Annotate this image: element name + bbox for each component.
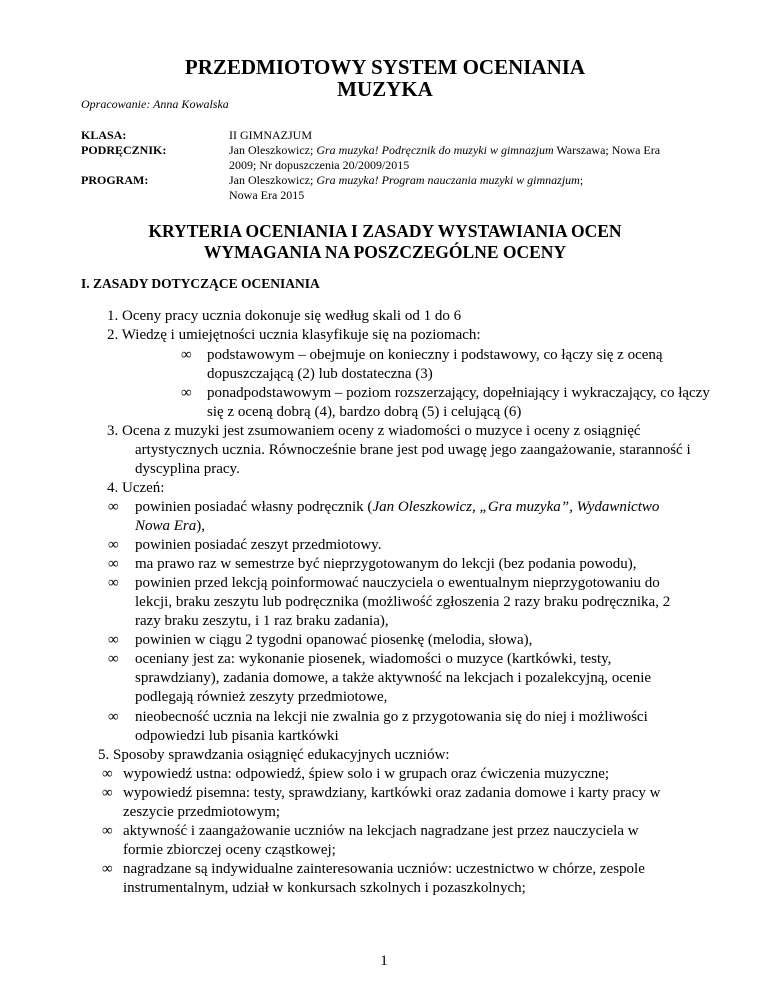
student-item-3: ma prawo raz w semestrze być nieprzygotowanym do lekcji (bez podania powodu), xyxy=(135,556,637,572)
list-item-3-line3: dyscyplina pracy. xyxy=(135,461,240,477)
list-item-3-line1: 3. Ocena z muzyki jest zsumowaniem oceny z wiadomości o muzyce i oceny z osiągnięć xyxy=(107,423,641,439)
podrecznik-label: PODRĘCZNIK: xyxy=(81,143,167,157)
infinity-bullet-icon: ∞ xyxy=(102,766,113,782)
student-item-5: powinien w ciągu 2 tygodni opanować piosenkę (melodia, słowa), xyxy=(135,632,533,648)
textbook-citation: Jan Oleszkowicz, „Gra muzyka”, Wydawnictwo xyxy=(372,499,660,515)
program-author: Jan Oleszkowicz; xyxy=(229,173,317,187)
student-item-6-line3: podlegają również zeszyty przedmiotowe, xyxy=(135,689,388,705)
infinity-bullet-icon: ∞ xyxy=(108,537,119,553)
document-title-line2: MUZYKA xyxy=(337,77,433,101)
infinity-bullet-icon: ∞ xyxy=(102,823,113,839)
assessment-item-3-line1: aktywność i zaangażowanie uczniów na lekcjach nagradzane jest przez nauczyciela w xyxy=(123,823,639,839)
student-item-1-close: ), xyxy=(196,518,206,534)
student-item-2: powinien posiadać zeszyt przedmiotowy. xyxy=(135,537,382,553)
section-heading: I. ZASADY DOTYCZĄCE OCENIANIA xyxy=(81,276,320,291)
program-label: PROGRAM: xyxy=(81,173,149,187)
document-title-line1: PRZEDMIOTOWY SYSTEM OCENIANIA xyxy=(184,55,586,79)
criteria-heading-line2: WYMAGANIA NA POSZCZEGÓLNE OCENY xyxy=(203,242,567,262)
student-item-6-line2: sprawdziany), zadania domowe, a także aktywność na lekcjach i pozalekcyjną, ocenie xyxy=(135,670,652,686)
assessment-item-2-line2: zeszycie przedmiotowym; xyxy=(123,804,281,820)
student-item-1-line1 xyxy=(135,498,659,517)
infinity-bullet-icon: ∞ xyxy=(108,575,119,591)
program-value-line1 xyxy=(229,173,699,188)
program-value-line2: Nowa Era 2015 xyxy=(229,188,305,202)
assessment-item-4-line2: instrumentalnym, udział w konkursach szkolnych i pozaszkolnych; xyxy=(123,880,526,896)
infinity-bullet-icon: ∞ xyxy=(108,632,119,648)
assessment-item-3-line2: formie zbiorczej oceny cząstkowej; xyxy=(123,842,336,858)
criteria-heading-line1: KRYTERIA OCENIANIA I ZASADY WYSTAWIANIA OCEN xyxy=(148,221,622,241)
list-item-1: 1. Oceny pracy ucznia dokonuje się według skali od 1 do 6 xyxy=(107,308,462,324)
assessment-item-2-line1: wypowiedź pisemna: testy, sprawdziany, kartkówki oraz zadania domowe i karty pracy w xyxy=(123,785,661,801)
sublist-item-2-line1: ponadpodstawowym – poziom rozszerzający, dopełniający i wykraczający, co łączy xyxy=(207,385,710,401)
publisher-citation: Nowa Era xyxy=(135,518,197,534)
podrecznik-value-line2: 2009; Nr dopuszczenia 20/2009/2015 xyxy=(229,158,410,172)
page-number: 1 xyxy=(380,953,388,969)
infinity-bullet-icon: ∞ xyxy=(108,556,119,572)
list-item-4: 4. Uczeń: xyxy=(107,480,165,496)
student-item-4-line3: razy braku zeszytu, i 1 raz braku zadania), xyxy=(135,613,389,629)
program-punct: ; xyxy=(579,173,584,187)
student-item-4-line1: powinien przed lekcją poinformować nauczyciela o ewentualnym nieprzygotowaniu do xyxy=(135,575,660,591)
infinity-bullet-icon: ∞ xyxy=(108,709,119,725)
list-item-5: 5. Sposoby sprawdzania osiągnięć edukacyjnych uczniów: xyxy=(98,747,450,763)
student-item-7-line1: nieobecność ucznia na lekcji nie zwalnia go z przygotowania się do niej i możliwości xyxy=(135,709,648,725)
podrecznik-book-title: Gra muzyka! Podręcznik do muzyki w gimnazjum xyxy=(316,143,554,157)
podrecznik-publisher: Warszawa; Nowa Era xyxy=(553,143,661,157)
infinity-bullet-icon: ∞ xyxy=(108,651,119,667)
sublist-item-1-line2: dopuszczającą (2) lub dostateczna (3) xyxy=(207,366,433,382)
podrecznik-value-line1 xyxy=(229,143,699,158)
student-item-1-line2 xyxy=(135,517,205,536)
sublist-item-2-line2: się z oceną dobrą (4), bardzo dobrą (5) i celującą (6) xyxy=(207,404,522,420)
klasa-label: KLASA: xyxy=(81,128,127,142)
infinity-bullet-icon: ∞ xyxy=(181,385,192,401)
assessment-item-4-line1: nagradzane są indywidualne zainteresowania uczniów: uczestnictwo w chórze, zespole xyxy=(123,861,645,877)
student-item-7-line2: odpowiedzi lub pisania kartkówki xyxy=(135,728,339,744)
program-title: Gra muzyka! Program nauczania muzyki w gimnazjum xyxy=(316,173,580,187)
student-item-6-line1: oceniany jest za: wykonanie piosenek, wiadomości o muzyce (kartkówki, testy, xyxy=(135,651,612,667)
student-item-1-text: powinien posiadać własny podręcznik ( xyxy=(135,499,373,515)
klasa-value: II GIMNAZJUM xyxy=(229,128,312,142)
infinity-bullet-icon: ∞ xyxy=(181,347,192,363)
podrecznik-author: Jan Oleszkowicz; xyxy=(229,143,317,157)
list-item-2: 2. Wiedzę i umiejętności ucznia klasyfikuje się na poziomach: xyxy=(107,327,481,343)
infinity-bullet-icon: ∞ xyxy=(102,861,113,877)
assessment-item-1: wypowiedź ustna: odpowiedź, śpiew solo i w grupach oraz ćwiczenia muzyczne; xyxy=(123,766,610,782)
author-credit: Opracowanie: Anna Kowalska xyxy=(81,97,229,111)
infinity-bullet-icon: ∞ xyxy=(102,785,113,801)
sublist-item-1-line1: podstawowym – obejmuje on konieczny i podstawowy, co łączy się z oceną xyxy=(207,347,663,363)
list-item-3-line2: artystycznych ucznia. Równocześnie brane jest pod uwagę jego zaangażowanie, staranność i xyxy=(135,442,691,458)
infinity-bullet-icon: ∞ xyxy=(108,499,119,515)
student-item-4-line2: lekcji, braku zeszytu lub podręcznika (możliwość zgłoszenia 2 razy braku podręcznika, 2 xyxy=(135,594,671,610)
